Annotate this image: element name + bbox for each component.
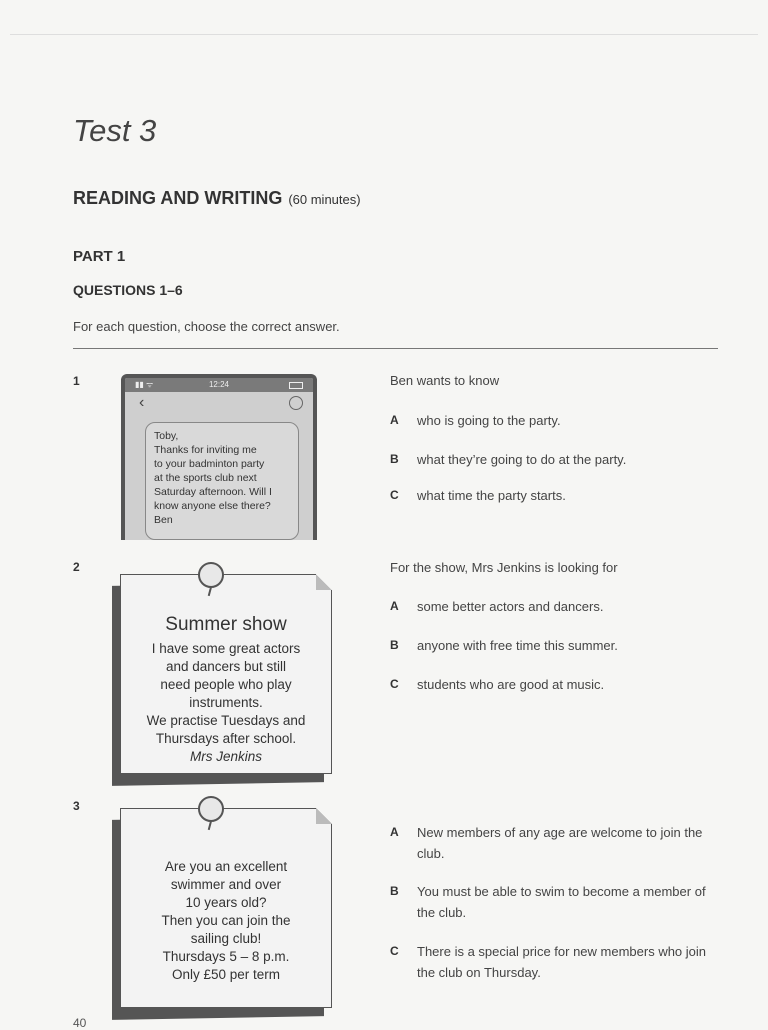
message-line: to your badminton party [154, 458, 265, 470]
message-line: Toby, [154, 430, 179, 442]
duration-label: (60 minutes) [288, 192, 361, 207]
question-2-option-a[interactable] [390, 596, 710, 617]
option-text: what time the party starts. [417, 488, 566, 503]
message-bubble [145, 422, 299, 540]
question-2-stem: For the show, Mrs Jenkins is looking for [390, 560, 618, 575]
option-letter: A [390, 413, 399, 427]
message-line: Ben [154, 514, 173, 526]
message-line: Saturday afternoon. Will I [154, 486, 272, 498]
page-curl [316, 574, 332, 590]
pin-icon [198, 796, 224, 822]
page-number: 40 [73, 1016, 87, 1030]
option-letter: C [390, 488, 399, 502]
notice-line: sailing club! [190, 931, 262, 946]
test-title: Test 3 [73, 113, 157, 148]
question-3-option-c[interactable] [390, 941, 710, 983]
option-text: There is a special price for new members who join the club on Thursday. [417, 944, 707, 980]
notice-line: I have some great actors [151, 641, 301, 656]
option-letter: A [390, 825, 399, 839]
option-letter: B [390, 884, 399, 898]
divider-line [73, 348, 718, 349]
question-2-option-c[interactable] [390, 674, 710, 695]
instruction-text: For each question, choose the correct answer. [73, 319, 340, 334]
message-line: know anyone else there? [154, 500, 271, 512]
message-line: at the sports club next [154, 472, 257, 484]
notice-sailing-club [120, 808, 332, 1008]
question-1-option-a[interactable] [390, 410, 710, 431]
question-3-option-a[interactable] [390, 822, 710, 864]
pin-icon [198, 562, 224, 588]
option-text: You must be able to swim to become a member of the club. [417, 884, 706, 920]
question-number-2: 2 [73, 560, 80, 574]
option-text: some better actors and dancers. [417, 599, 604, 614]
notice-line: Are you an excellent [164, 859, 288, 874]
option-letter: A [390, 599, 399, 613]
option-letter: C [390, 944, 399, 958]
questions-range: QUESTIONS 1–6 [73, 282, 183, 298]
option-text: anyone with free time this summer. [417, 638, 618, 653]
question-1-stem: Ben wants to know [390, 373, 500, 388]
option-text: New members of any age are welcome to join the club. [417, 825, 703, 861]
notice-line: need people who play [160, 677, 292, 692]
option-text: what they’re going to do at the party. [417, 452, 627, 467]
notice-line: 10 years old? [185, 895, 267, 910]
notice-summer-show [120, 574, 332, 784]
section-heading [73, 188, 361, 209]
notice-line: Only £50 per term [171, 967, 281, 982]
option-letter: C [390, 677, 399, 691]
notice-title: Summer show [165, 614, 287, 635]
notice-body [120, 858, 332, 984]
question-number-1: 1 [73, 374, 80, 388]
circle-icon [289, 396, 303, 410]
notice-line: swimmer and over [170, 877, 282, 892]
question-2-option-b[interactable] [390, 635, 710, 656]
signal-icon: ▮▮ ᯤ [135, 380, 154, 389]
back-chevron-icon: ‹ [139, 394, 145, 411]
phone-status-bar [125, 378, 313, 392]
message-line: Thanks for inviting me [154, 444, 257, 456]
question-1-option-c[interactable] [390, 485, 710, 506]
battery-icon [289, 382, 303, 389]
question-number-3: 3 [73, 799, 80, 813]
notice-line: Thursdays 5 – 8 p.m. [162, 949, 290, 964]
phone-message-image [121, 374, 317, 540]
option-text: students who are good at music. [417, 677, 605, 692]
phone-time: 12:24 [208, 380, 230, 389]
page-curl [316, 808, 332, 824]
notice-line: We practise Tuesdays and [146, 713, 306, 728]
notice-line: instruments. [189, 695, 263, 710]
scan-edge-line [10, 34, 758, 35]
option-letter: B [390, 638, 399, 652]
notice-line: Then you can join the [161, 913, 291, 928]
option-letter: B [390, 452, 399, 466]
notice-line: and dancers but still [165, 659, 287, 674]
notice-line: Thursdays after school. [155, 731, 297, 746]
notice-signature: Mrs Jenkins [189, 749, 262, 764]
question-1-option-b[interactable] [390, 449, 710, 470]
part-heading: PART 1 [73, 248, 126, 265]
notice-body [120, 640, 332, 766]
option-text: who is going to the party. [417, 413, 561, 428]
section-title: READING AND WRITING [73, 188, 283, 208]
question-3-option-b[interactable] [390, 881, 710, 923]
